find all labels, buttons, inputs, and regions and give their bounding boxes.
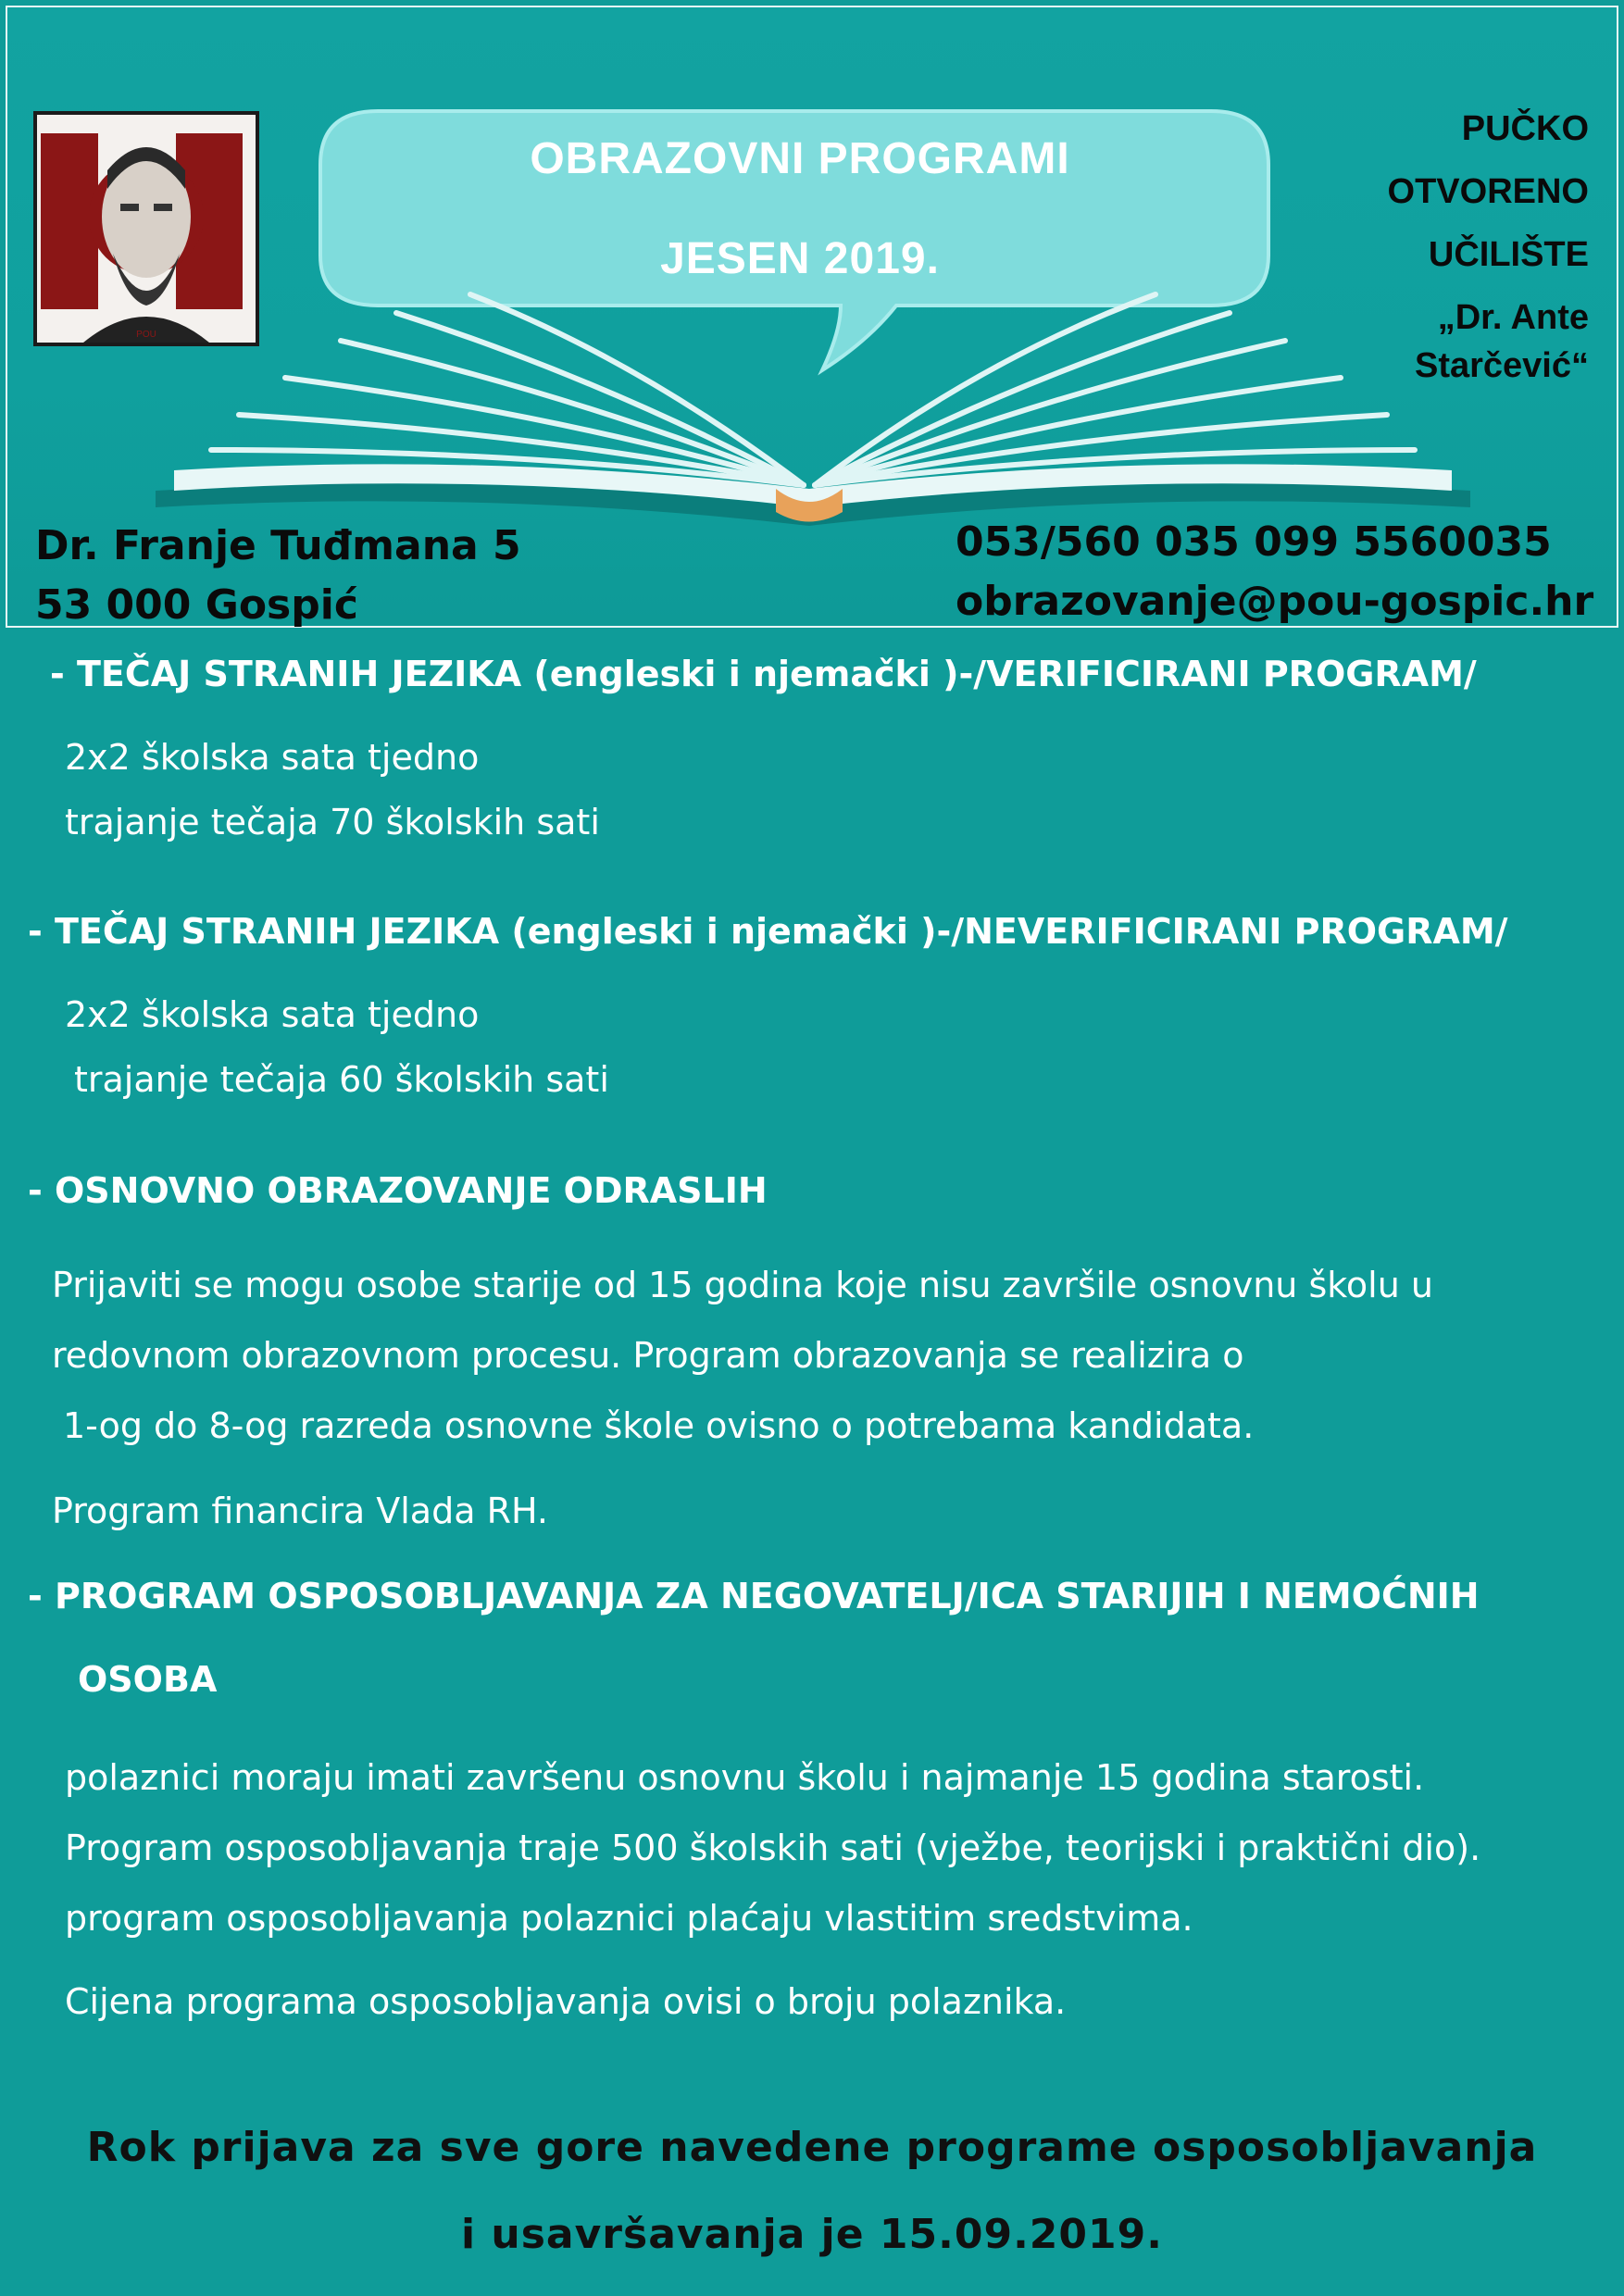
section-4-line: program osposobljavanja polaznici plaćaju vlastitim sredstvima. [65, 1898, 1193, 1939]
section-3-line: redovnom obrazovnom procesu. Program obrazovanja se realizira o [52, 1335, 1244, 1376]
section-4-heading: - PROGRAM OSPOSOBLJAVANJA ZA NEGOVATELJ/ICA STARIJIH I NEMOĆNIH [28, 1576, 1480, 1616]
institution-line: PUČKO [1461, 109, 1589, 148]
section-1-line: 2x2 školska sata tjedno [65, 737, 480, 778]
pou-logo [33, 111, 259, 346]
title-line-2: JESEN 2019. [660, 234, 940, 283]
deadline-line-2: i usavršavanja je 15.09.2019. [461, 2211, 1163, 2258]
title-line-1: OBRAZOVNI PROGRAMI [530, 134, 1070, 183]
institution-line: OTVORENO [1387, 172, 1589, 211]
section-2-line: 2x2 školska sata tjedno [65, 994, 480, 1035]
address-city: 53 000 Gospić [35, 581, 358, 629]
institution-line: Starčević“ [1414, 346, 1589, 385]
section-3-line: Prijaviti se mogu osobe starije od 15 godina koje nisu završile osnovnu školu u [52, 1265, 1433, 1305]
section-2-line: trajanje tečaja 60 školskih sati [74, 1059, 609, 1100]
header-banner [6, 6, 1618, 628]
section-4-line: Cijena programa osposobljavanja ovisi o broju polaznika. [65, 1981, 1067, 2022]
deadline-line-1: Rok prijava za sve gore navedene programe osposobljavanja [86, 2124, 1538, 2171]
phone-numbers: 053/560 035 099 5560035 [956, 518, 1552, 566]
svg-text:POU: POU [136, 330, 156, 340]
address-street: Dr. Franje Tuđmana 5 [35, 522, 521, 569]
section-1-line: trajanje tečaja 70 školskih sati [65, 802, 600, 842]
institution-line: UČILIŠTE [1428, 235, 1589, 274]
section-4-heading-cont: OSOBA [78, 1659, 218, 1700]
institution-line: „Dr. Ante [1437, 298, 1589, 337]
section-2-heading: - TEČAJ STRANIH JEZIKA (engleski i njemački )-/NEVERIFICIRANI PROGRAM/ [28, 911, 1508, 952]
section-4-line: Program osposobljavanja traje 500 školskih sati (vježbe, teorijski i praktični dio). [65, 1828, 1481, 1868]
section-4-line: polaznici moraju imati završenu osnovnu školu i najmanje 15 godina starosti. [65, 1757, 1425, 1798]
section-3-line: Program financira Vlada RH. [52, 1491, 548, 1531]
pou-logo-image [37, 115, 256, 343]
section-3-heading: - OSNOVNO OBRAZOVANJE ODRASLIH [28, 1170, 768, 1211]
section-1-heading: - TEČAJ STRANIH JEZIKA (engleski i njemački )-/VERIFICIRANI PROGRAM/ [50, 654, 1477, 694]
section-3-line: 1-og do 8-og razreda osnovne škole ovisno o potrebama kandidata. [63, 1405, 1255, 1446]
email-address[interactable]: obrazovanje@pou-gospic.hr [956, 578, 1594, 625]
